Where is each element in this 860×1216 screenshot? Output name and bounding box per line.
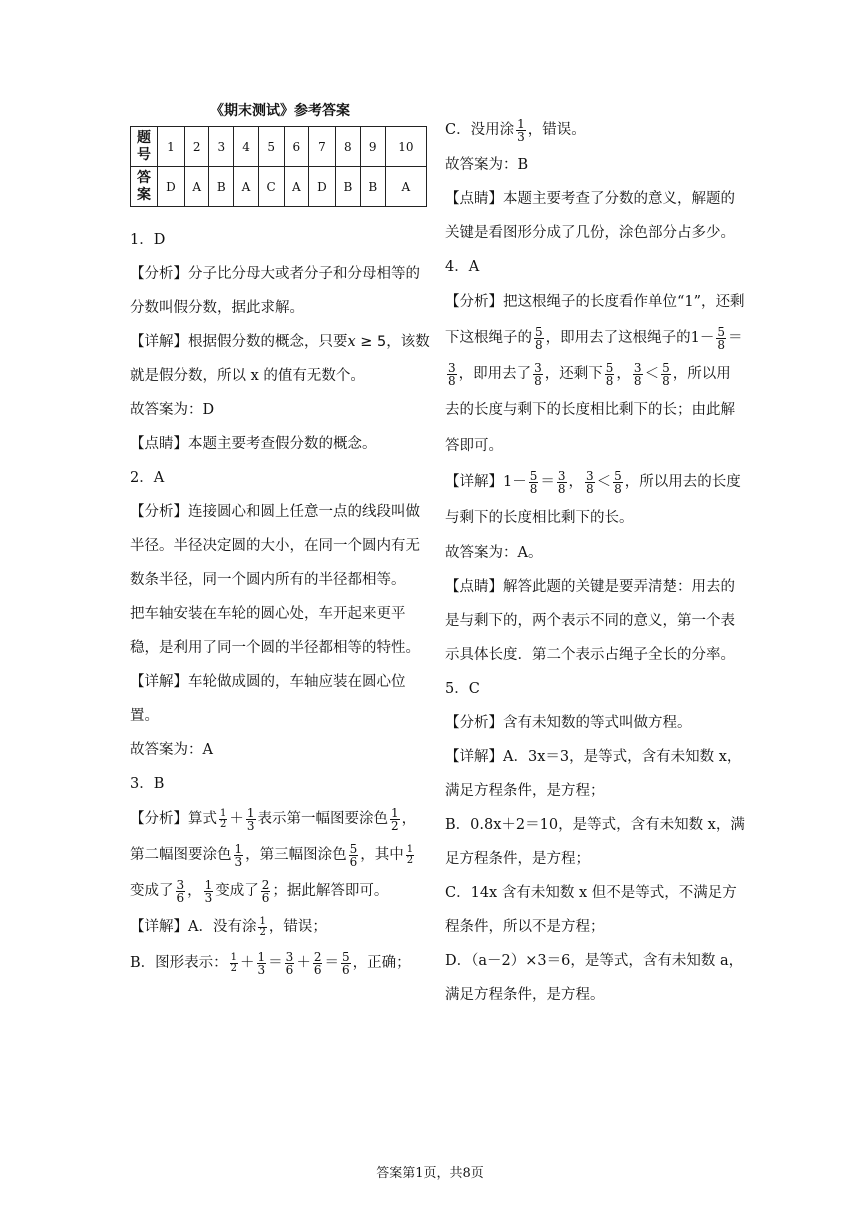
fraction: $\frac{3}{6}$	[285, 949, 294, 977]
table-cell: 9	[360, 127, 385, 167]
q3-note: 【点睛】本题主要考查了分数的意义，解题的关键是看图形分成了几份，涂色部分占多少。	[445, 191, 735, 241]
table-cell: 6	[284, 127, 308, 167]
table-cell: 8	[335, 127, 360, 167]
table-cell: 4	[234, 127, 258, 167]
table-cell: 2	[184, 127, 208, 167]
fraction: $\frac{1}{3}$	[204, 877, 213, 905]
table-cell: D	[309, 167, 336, 207]
fraction: $\frac{1}{3}$	[257, 949, 266, 977]
fraction: $\frac{3}{8}$	[586, 468, 594, 496]
fraction: $\frac{1}{3}$	[234, 841, 243, 869]
fraction: $\frac{3}{8}$	[448, 360, 456, 388]
fraction: $\frac{1}{3}$	[517, 116, 525, 144]
q4-number: 4．A	[445, 259, 480, 275]
fraction: $\frac{5}{8}$	[614, 468, 622, 496]
page-footer: 答案第1页，共8页	[376, 1166, 484, 1181]
q5-detail-c: C．14x 含有未知数 x 但不是等式，不满足方程条件，所以不是方程；	[445, 885, 737, 935]
table-row	[131, 127, 427, 167]
table-cell: 7	[309, 127, 336, 167]
q2-detail: 【详解】车轮做成圆的，车轴应装在圆心位置。	[130, 674, 406, 724]
q5-detail-a: 【详解】A．3x＝3，是等式，含有未知数 x，满足方程条件，是方程；	[445, 749, 742, 799]
table-cell: A	[184, 167, 208, 207]
fraction: $\frac{5}{8}$	[535, 324, 543, 352]
table-cell: B	[209, 167, 234, 207]
q5-detail-b: B．0.8x＋2＝10，是等式，含有未知数 x，满足方程条件，是方程；	[445, 817, 745, 867]
fraction: $\frac{1}{2}$	[220, 807, 227, 830]
q1-note: 【点睛】本题主要考查假分数的概念。	[130, 436, 377, 452]
fraction: $\frac{3}{6}$	[176, 877, 185, 905]
table-cell: A	[385, 167, 426, 207]
page-title: 《期末测试》参考答案	[210, 103, 350, 119]
fraction: $\frac{2}{6}$	[313, 949, 322, 977]
table-cell: 10	[385, 127, 426, 167]
table-cell: D	[158, 167, 185, 207]
fraction: $\frac{1}{2}$	[259, 915, 266, 938]
row-header-number: 题号	[131, 127, 158, 167]
q2-answer: 故答案为：A	[130, 742, 213, 758]
table-cell: A	[284, 167, 308, 207]
table-row	[131, 167, 427, 207]
q3-number: 3．B	[130, 776, 165, 792]
table-cell: B	[335, 167, 360, 207]
fraction: $\frac{1}{2}$	[391, 805, 399, 833]
q3-detail: 【详解】A．没有涂 $\frac{1}{2}$ ，错误；	[130, 915, 327, 938]
answer-table	[130, 126, 427, 207]
fraction: $\frac{2}{6}$	[261, 877, 270, 905]
q2-analysis-2: 把车轴安装在车轮的圆心处，车开起来更平稳，是利用了同一个圆的半径都相等的特性。	[130, 606, 420, 656]
left-column	[130, 100, 430, 981]
fraction: $\frac{5}{8}$	[605, 360, 614, 388]
fraction: $\frac{5}{8}$	[662, 360, 670, 388]
q5-detail-d: D．（a－2）×3＝6，是等式，含有未知数 a，满足方程条件，是方程。	[445, 953, 744, 1003]
q1-analysis: 【分析】分子比分母大或者分子和分母相等的分数叫假分数，据此求解。	[130, 266, 420, 316]
q3-option-c: C．没用涂 $\frac{1}{3}$ ，错误。	[445, 116, 586, 144]
q1-answer: 故答案为：D	[130, 402, 215, 418]
fraction: $\frac{5}{8}$	[717, 324, 726, 352]
q1-detail: 【详解】根据假分数的概念，只要x ≥ 5，该数就是假分数，所以 x 的值有无数个。	[130, 334, 430, 384]
table-cell: B	[360, 167, 385, 207]
right-column	[445, 112, 745, 1012]
q1-number: 1．D	[130, 232, 166, 248]
table-cell: A	[234, 167, 258, 207]
q2-number: 2．A	[130, 470, 165, 486]
q3-analysis: 【分析】算式 $\frac{1}{2}$ ＋ $\frac{1}{3}$ 表示第一幅图要涂色 $\frac{1}{2}$ ，第二幅图要涂色 $\frac{1}{3}$ ，第三幅图涂色 $\frac{5}{6}$ ，其中 $\frac{1}{2}$ 变成了 $\frac{3}{6}$ ， $\frac{1}{3}$ 变成了 $\frac{2}{6}$ ；据此解答即可。	[130, 805, 417, 905]
fraction: $\frac{5}{8}$	[529, 468, 538, 496]
table-cell: 5	[258, 127, 284, 167]
fraction: $\frac{3}{8}$	[557, 468, 566, 496]
fraction: $\frac{1}{2}$	[406, 843, 414, 866]
q5-analysis: 【分析】含有未知数的等式叫做方程。	[445, 715, 692, 731]
q4-detail: 【详解】1－ $\frac{5}{8}$ ＝ $\frac{3}{8}$ ， $\frac{3}{8}$ ＜ $\frac{5}{8}$ ，所以用去的长度与剩下的长度相比剩下的长。	[445, 468, 741, 526]
table-cell: 3	[209, 127, 234, 167]
q4-analysis: 【分析】把这根绳子的长度看作单位“1”，还剩下这根绳子的 $\frac{5}{8}$ ，即用去了这根绳子的1－ $\frac{5}{8}$ ＝ $\frac{3}{8}$ ，即用去了 $\frac{3}{8}$ ，还剩下 $\frac{5}{8}$ ， $\frac{3}{8}$ ＜ $\frac{5}{8}$ ，所以用去的长度与剩下的长度相比剩下的长；由此解答即可。	[445, 294, 745, 454]
q4-answer: 故答案为：A。	[445, 545, 543, 561]
q2-analysis: 【分析】连接圆心和圆上任意一点的线段叫做半径。半径决定圆的大小，在同一个圆内有无数条半径，同一个圆内所有的半径都相等。	[130, 504, 420, 588]
q4-note: 【点睛】解答此题的关键是要弄清楚：用去的是与剩下的，两个表示不同的意义，第一个表示具体长度．第二个表示占绳子全长的分率。	[445, 579, 735, 663]
fraction: $\frac{3}{8}$	[633, 360, 642, 388]
fraction: $\frac{5}{6}$	[341, 949, 350, 977]
fraction: $\frac{5}{6}$	[349, 841, 358, 869]
table-cell: C	[258, 167, 284, 207]
fraction: $\frac{1}{2}$	[230, 951, 238, 974]
q5-number: 5．C	[445, 681, 480, 697]
table-cell: 1	[158, 127, 185, 167]
fraction: $\frac{3}{8}$	[534, 360, 542, 388]
row-header-answer: 答案	[131, 167, 158, 207]
fraction: $\frac{1}{3}$	[246, 805, 255, 833]
q3-answer: 故答案为：B	[445, 157, 529, 173]
q3-detail-b: B．图形表示： $\frac{1}{2}$ ＋ $\frac{1}{3}$ ＝ $\frac{3}{6}$ ＋ $\frac{2}{6}$ ＝ $\frac{5}{6}$ ，正确；	[130, 949, 411, 977]
